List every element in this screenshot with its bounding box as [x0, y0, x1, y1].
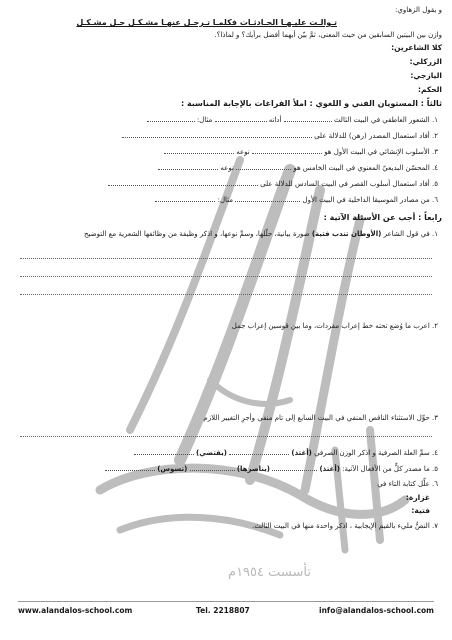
item-number: ٤.	[432, 164, 438, 172]
section4-title: رابعاً : أجب عن الأسئلة الآتية :	[323, 213, 442, 222]
question-number: ١.	[432, 230, 438, 238]
question-4-text: سمِّ العلة الصرفية و اذكر الوزن الصرفي	[311, 449, 430, 457]
question-1-pre: في قول الشاعر	[381, 230, 430, 238]
comparison-question: وازن بين البيتين السابقين من حيث المعنى، ثمَّ بيّن أيهما أفضل برأيك؟ و لماذا؟.	[214, 31, 442, 39]
label-yaziji: اليازجي:	[410, 71, 442, 80]
section3-item-2	[122, 131, 438, 140]
answer-line	[20, 276, 432, 277]
question-2	[232, 322, 438, 330]
question-3-text: حوِّل الاستثناء الناقص المنفي في البيت السابع إلى تام منفي وأجرِ التغيير اللازم	[203, 414, 430, 422]
question-number: ٥.	[432, 465, 438, 473]
question-1	[84, 230, 438, 238]
question-2-text: اعرب ما وُضع تحته خط إعراب مفردات، وما بين قوسين إعراب جمل	[231, 322, 430, 330]
label-fitya: فتية:	[411, 506, 430, 515]
question-number: ٤.	[432, 449, 438, 457]
question-7-text: النصُّ مليء بالقيم الإيجابية ، اذكر واحدة منها في البيت الثالث.	[252, 522, 430, 530]
question-1-phrase: (الأوطان تندب فتية)	[311, 230, 382, 238]
answer-line	[20, 436, 432, 437]
question-3	[203, 414, 438, 422]
item-after: نوعه	[220, 164, 234, 172]
question-5-word-2: (يناصرها)	[236, 465, 270, 473]
question-4	[134, 448, 438, 457]
question-5	[105, 464, 438, 473]
answer-line	[20, 294, 432, 295]
item-text: الشعور العاطفي في البيت الثالث	[333, 116, 430, 124]
section3-item-4	[158, 163, 438, 172]
section3-title: ثالثاً : المستويان الفني و اللغوي : املأ الفراغات بالإجابة المناسبة :	[180, 99, 442, 108]
answer-line	[20, 258, 432, 259]
question-number: ٢.	[432, 322, 438, 330]
item-text: أفاد استعمال أسلوب القصر في البيت السادس للدلالة على	[260, 180, 430, 188]
item-after: مثال:	[217, 196, 234, 204]
item-after: نوعه	[236, 148, 250, 156]
label-two-poets: كلا الشاعرين:	[391, 43, 442, 52]
item-text: المحسّن البديعيّ المعنوي في البيت الخامس هو	[293, 164, 430, 172]
question-6-text: علِّل كتابة التاء في	[377, 480, 430, 488]
question-7	[252, 522, 438, 530]
section3-item-5	[108, 179, 438, 188]
item-after: أداته	[268, 116, 282, 124]
question-number: ٣.	[432, 414, 438, 422]
item-number: ٢.	[432, 132, 438, 140]
footer-phone: Tel. 2218807	[196, 606, 250, 615]
section3-item-6	[155, 195, 438, 204]
label-judgment: الحكم:	[417, 85, 442, 94]
footer-email: info@alandalos-school.com	[319, 606, 434, 615]
question-6	[377, 480, 438, 488]
section3-item-3	[164, 147, 438, 156]
item-number: ١.	[432, 116, 438, 124]
question-1-post: صورة بيانية، حلّلها، وسمِّ نوعها، و اذكر وظيفة من وظائفها الشعرية مع التوضيح	[84, 230, 312, 238]
footer-divider	[18, 601, 434, 602]
poet-line: و يقول الزهاوي:	[394, 6, 442, 14]
question-5-word-1: (أغتذ)	[319, 465, 340, 473]
footer-website: www.alandalos-school.com	[18, 606, 133, 615]
item-number: ٥.	[432, 180, 438, 188]
verse-line: تـوالـت عليـهـا الحـادثـات فكلمـا تـرحـل عنهـا مشـكـل حـل مشـكـل	[76, 18, 337, 27]
question-4-word-2: (يقتضي)	[196, 449, 227, 457]
label-ghizara: غزارة:	[405, 493, 430, 502]
item-number: ٣.	[432, 148, 438, 156]
watermark-founded-text: تأسست ١٩٥٤م	[228, 565, 311, 580]
question-4-word-1: (أغتذ)	[291, 449, 312, 457]
question-number: ٧.	[432, 522, 438, 530]
label-zarkali: الزركلي:	[409, 57, 442, 66]
question-5-word-3: (تسوس)	[157, 465, 188, 473]
section3-item-1	[147, 115, 438, 124]
question-5-text: ما مصدر كلٍّ من الأفعال الآتية:	[342, 465, 430, 473]
item-text: من مصادر الموسيقا الداخلية في البيت الأول	[302, 196, 430, 204]
item-tail: مثال:	[196, 116, 213, 124]
question-number: ٦.	[432, 480, 438, 488]
item-text: أفاد استعمال المصدر (رهن) للدلالة على	[314, 132, 430, 140]
item-text: الأسلوب الإنشائي في البيت الأول هو	[324, 148, 430, 156]
item-number: ٦.	[432, 196, 438, 204]
